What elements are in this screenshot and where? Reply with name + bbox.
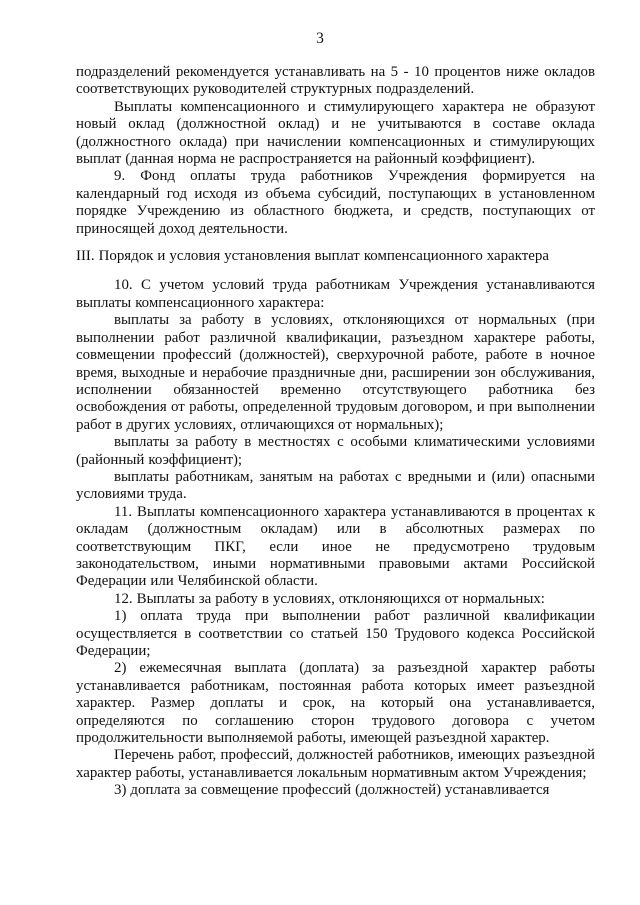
paragraph-continuation: подразделений рекомендуется устанавливать на 5 - 10 процентов ниже окладов соответствующих руководителей структурных подразделений. bbox=[76, 64, 595, 98]
list-item-hazardous-conditions: выплаты работникам, занятым на работах с вредными и (или) опасными условиями труда. bbox=[76, 468, 595, 503]
list-item-climatic-conditions: выплаты за работу в местностях с особыми климатическими условиями (районный коэффициент); bbox=[76, 434, 595, 468]
paragraph-10: 10. С учетом условий труда работникам Учреждения устанавливаются выплаты компенсационного характера: bbox=[76, 277, 595, 311]
page-number: 3 bbox=[316, 30, 324, 47]
paragraph-12-item-1: 1) оплата труда при выполнении работ различной квалификации осуществляется в соответствии со статьей 150 Трудового кодекса Российской Федерации; bbox=[76, 608, 595, 659]
paragraph-travel-jobs-list: Перечень работ, профессий, должностей работников, имеющих разъездной характер работы, устанавливается локальным нормативным актом Учреждения; bbox=[76, 747, 595, 781]
list-item-abnormal-conditions: выплаты за работу в условиях, отклоняющихся от нормальных (при выполнении работ различной квалификации, разъездном характере работы, совмещении профессий (должностей), сверхурочной работе, работе в ночное время, выходные и нерабочие праздничные дни, расширении зон обслуживания, исполнении обязанностей временно отсутствующего работника без освобождения от работы, определенной трудовым договором, и при выполнении работ в других условиях, отличающихся от нормальных); bbox=[76, 312, 595, 433]
paragraph-9-wage-fund: 9. Фонд оплаты труда работников Учреждения формируется на календарный год исходя из объема субсидий, поступающих в установленном порядке Учреждению из областного бюджета, и средств, поступающих от приносящей доход деятельности. bbox=[76, 168, 595, 237]
paragraph-12: 12. Выплаты за работу в условиях, отклоняющихся от нормальных: bbox=[114, 590, 545, 607]
paragraph-12-item-2: 2) ежемесячная выплата (доплата) за разъездной характер работы устанавливается работникам, постоянная работа которых имеет разъездной характер. Размер доплаты и срок, на который она устанавливается, определяются по соглашению сторон трудового договора с учетом продолжительности выполняемой работы, имеющей разъездной характер. bbox=[76, 660, 595, 747]
document-body bbox=[76, 64, 595, 800]
paragraph-11: 11. Выплаты компенсационного характера устанавливаются в процентах к окладам (должностным окладам) или в абсолютных размерах по соответствующим ПКГ, если иное не предусмотрено трудовым законодательством, иными нормативными правовыми актами Российской Федерации или Челябинской области. bbox=[76, 503, 595, 590]
section-heading-iii: III. Порядок и условия установления выплат компенсационного характера bbox=[76, 248, 549, 265]
paragraph-compensation-note: Выплаты компенсационного и стимулирующего характера не образуют новый оклад (должностной оклад) и не учитываются в составе оклада (должностного оклада) при начислении компенсационных и стимулирующих выплат (данная норма не распространяется на районный коэффициент). bbox=[76, 98, 595, 168]
paragraph-12-item-3: 3) доплата за совмещение профессий (должностей) устанавливается bbox=[114, 782, 550, 799]
